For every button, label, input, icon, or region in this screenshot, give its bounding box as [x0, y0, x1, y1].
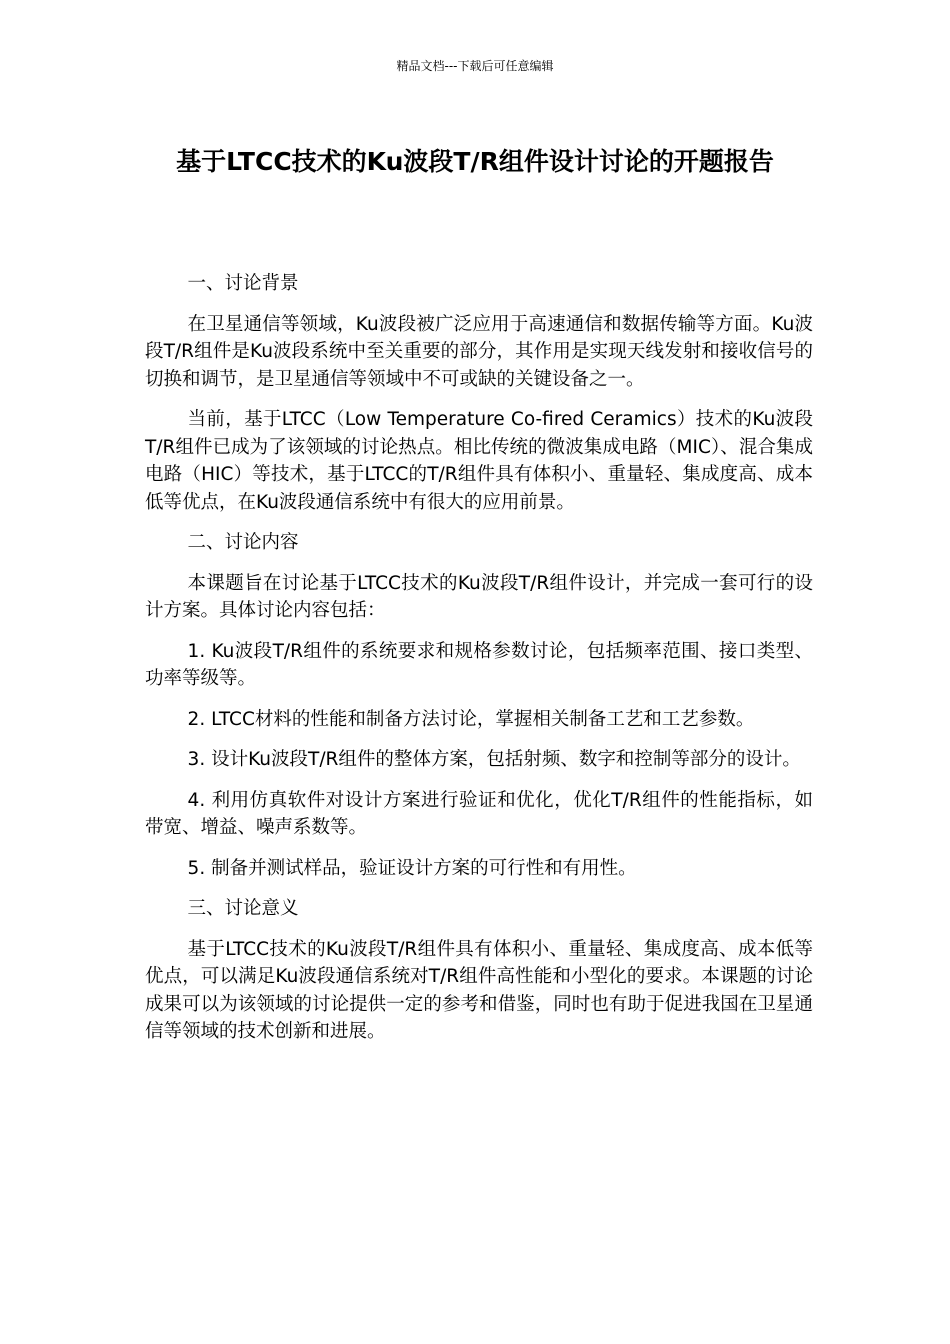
list-item-3: 3. 设计Ku波段T/R组件的整体方案，包括射频、数字和控制等部分的设计。 [187, 749, 801, 770]
paragraph-background-2: 当前，基于LTCC（Low Temperature Co-fired Ceramics）技术的Ku波段T/R组件已成为了该领域的讨论热点。相比传统的微波集成电路（MIC）、混合集成电路（HIC）等技术，基于LTCC的T/R组件具有体积小、重量轻、集成度高、成本低等优点，在Ku波段通信系统中有很大的应用前景。 [145, 409, 813, 513]
section-heading-background: 一、讨论背景 [187, 273, 299, 294]
list-item-2: 2. LTCC材料的性能和制备方法讨论，掌握相关制备工艺和工艺参数。 [187, 708, 755, 730]
document-title: 基于LTCC技术的Ku波段T/R组件设计讨论的开题报告 [176, 147, 774, 176]
list-item-5: 5. 制备并测试样品，验证设计方案的可行性和有用性。 [187, 857, 637, 879]
paragraph-background-1: 在卫星通信等领域，Ku波段被广泛应用于高速通信和数据传输等方面。Ku波段T/R组件是Ku波段系统中至关重要的部分，其作用是实现天线发射和接收信号的切换和调节，是卫星通信等领域中不可或缺的关键设备之一。 [145, 313, 813, 390]
document-body [145, 270, 813, 1059]
list-item-4: 4. 利用仿真软件对设计方案进行验证和优化，优化T/R组件的性能指标，如带宽、增益、噪声系数等。 [145, 789, 813, 838]
paragraph-significance: 基于LTCC技术的Ku波段T/R组件具有体积小、重量轻、集成度高、成本低等优点，可以满足Ku波段通信系统对T/R组件高性能和小型化的要求。本课题的讨论成果可以为该领域的讨论提供一定的参考和借鉴，同时也有助于促进我国在卫星通信等领域的技术创新和进展。 [145, 938, 813, 1042]
paragraph-content-intro: 本课题旨在讨论基于LTCC技术的Ku波段T/R组件设计，并完成一套可行的设计方案。具体讨论内容包括： [145, 572, 813, 621]
list-item-1: 1. Ku波段T/R组件的系统要求和规格参数讨论，包括频率范围、接口类型、功率等级等。 [145, 640, 813, 689]
header-note: 精品文档---下载后可任意编辑 [396, 59, 554, 73]
section-heading-content: 二、讨论内容 [187, 532, 299, 553]
section-heading-significance: 三、讨论意义 [187, 898, 299, 919]
